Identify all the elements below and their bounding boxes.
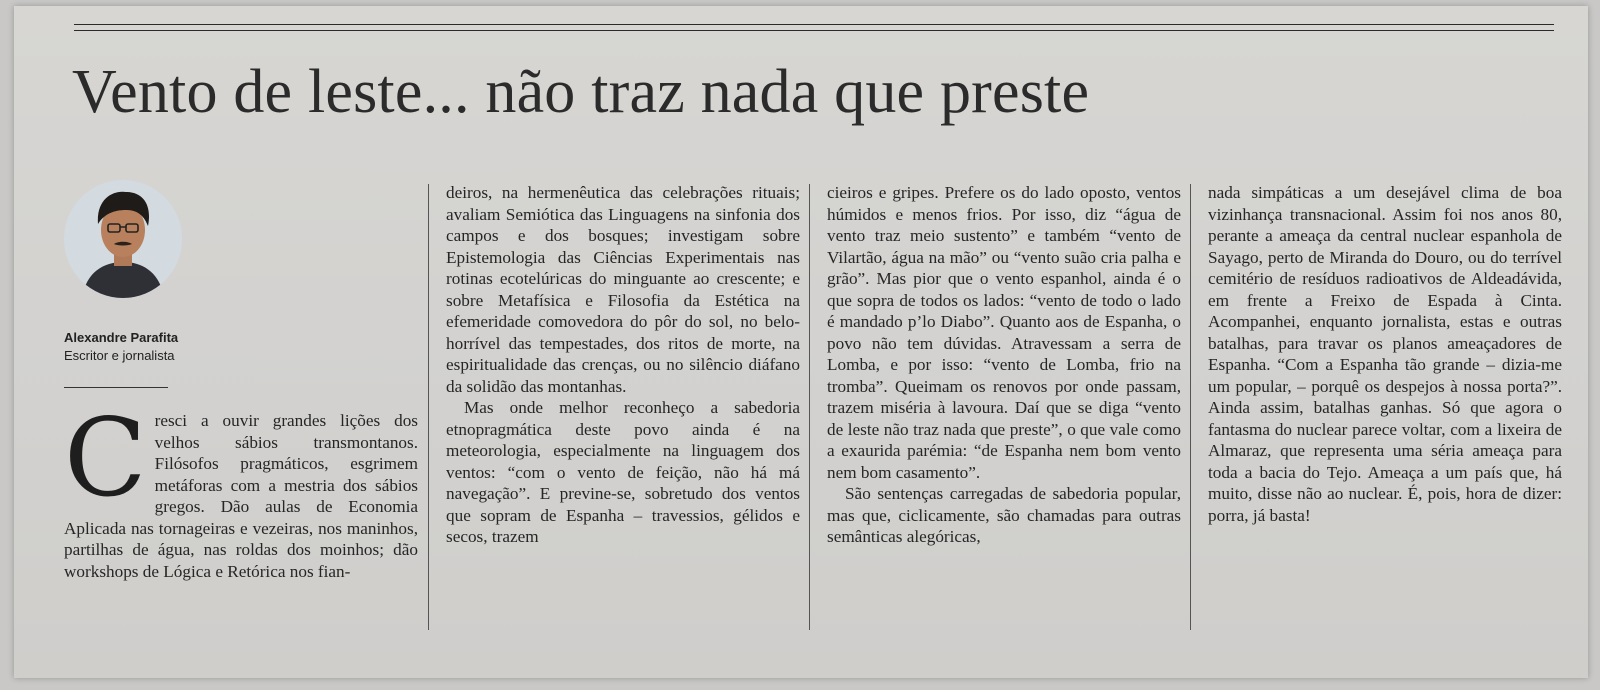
paragraph: deiros, na hermenêutica das celebrações rituais; avaliam Semiótica das Linguagens na sinfonia dos campos e dos bosques; investigam sobre Epistemologia das Ciências Experimentais nas rotinas ecotelúricas do minguante ao crescente; e sobre Metafísica e Filosofia da Estética na efemeridade comovedora do pôr do sol, no belo-horrível das tempestades, dos ritos de morte, na espiritualidade das crenças, ou no silêncio diáfano da solidão das montanhas. bbox=[446, 183, 800, 396]
paragraph: cieiros e gripes. Prefere os do lado oposto, ventos húmidos e menos frios. Por isso, diz “água de vento traz meio sustento” e também “vento de Vilartão, água na mão” ou “vento suão cria palha e grão”. Mas pior que o vento espanhol, ainda é o que sopra de todos os lados: “vento de todo o lado é mandado p’lo Diabo”. Quanto aos de Espanha, o povo não tem dúvidas. Atravessam a serra de Lomba, e por isso: “vento de Lomba, frio na tromba”. Queimam os renovos por onde passam, trazem miséria à lavoura. Daí que se diga “vento de leste não traz nada que preste”, o que vale como a exaurida parémia: “de Espanha nem bom vento nem bom casamento”. bbox=[827, 183, 1181, 482]
paragraph: Mas onde melhor reconheço a sabedoria etnopragmática deste povo ainda é na meteorologia, especialmente na linguagem dos ventos: “com o vento de feição, não há má navegação”. E previne-se, sobretudo dos ventos que sopram de Espanha – travessios, gélidos e secos, trazem bbox=[446, 398, 800, 546]
paragraph: nada simpáticas a um desejável clima de boa vizinhança transnacional. Assim foi nos anos 80, perante a ameaça da central nuclear espanhola de Sayago, perto de Miranda do Douro, ou do terrível cemitério de resíduos radioativos de Aldeadávida, em frente a Freixo de Espada à Cinta. Acompanhei, enquanto jornalista, estas e outras batalhas, para travar os planos ameaçadores de Espanha. “Com a Espanha tão grande – dizia-me um popular, – porquê os despejos à nossa porta?”. Ainda assim, batalhas ganhas. Só que agora o fantasma do nuclear parece voltar, com a lixeira de Almaraz, que representa uma séria ameaça para toda a bacia do Tejo. Ameaça a um país que, há muito, disse não ao nuclear. É, pois, hora de dizer: porra, já basta! bbox=[1208, 183, 1562, 525]
column-divider bbox=[809, 184, 810, 630]
author-photo bbox=[64, 180, 182, 298]
article-headline: Vento de leste... não traz nada que preste bbox=[72, 58, 1090, 126]
paragraph: São sentenças carregadas de sabedoria popular, mas que, ciclicamente, são chamadas para outras semânticas alegóricas, bbox=[827, 484, 1181, 546]
newspaper-page bbox=[14, 6, 1588, 678]
column-divider bbox=[1190, 184, 1191, 630]
author-portrait-image bbox=[64, 180, 182, 298]
drop-cap: C bbox=[64, 396, 147, 521]
author-name: Alexandre Parafita bbox=[64, 330, 179, 345]
paragraph: resci a ouvir grandes lições dos velhos sábios transmontanos. Filósofos pragmáticos, esgrimem metáforas com a mestria dos sábios gregos. Dão aulas de Economia Aplicada nas tornageiras e vezeiras, nos maninhos, partilhas de água, nas roldas dos moinhos; dão workshops de Lógica e Retórica nos fian- bbox=[64, 411, 418, 581]
article-column-3 bbox=[827, 182, 1181, 548]
article-column-2 bbox=[446, 182, 800, 548]
column-divider bbox=[428, 184, 429, 630]
author-divider bbox=[64, 387, 168, 388]
author-role: Escritor e jornalista bbox=[64, 348, 175, 363]
top-double-rule bbox=[74, 24, 1554, 31]
article-column-4 bbox=[1208, 182, 1562, 526]
article-column-1 bbox=[64, 396, 418, 582]
